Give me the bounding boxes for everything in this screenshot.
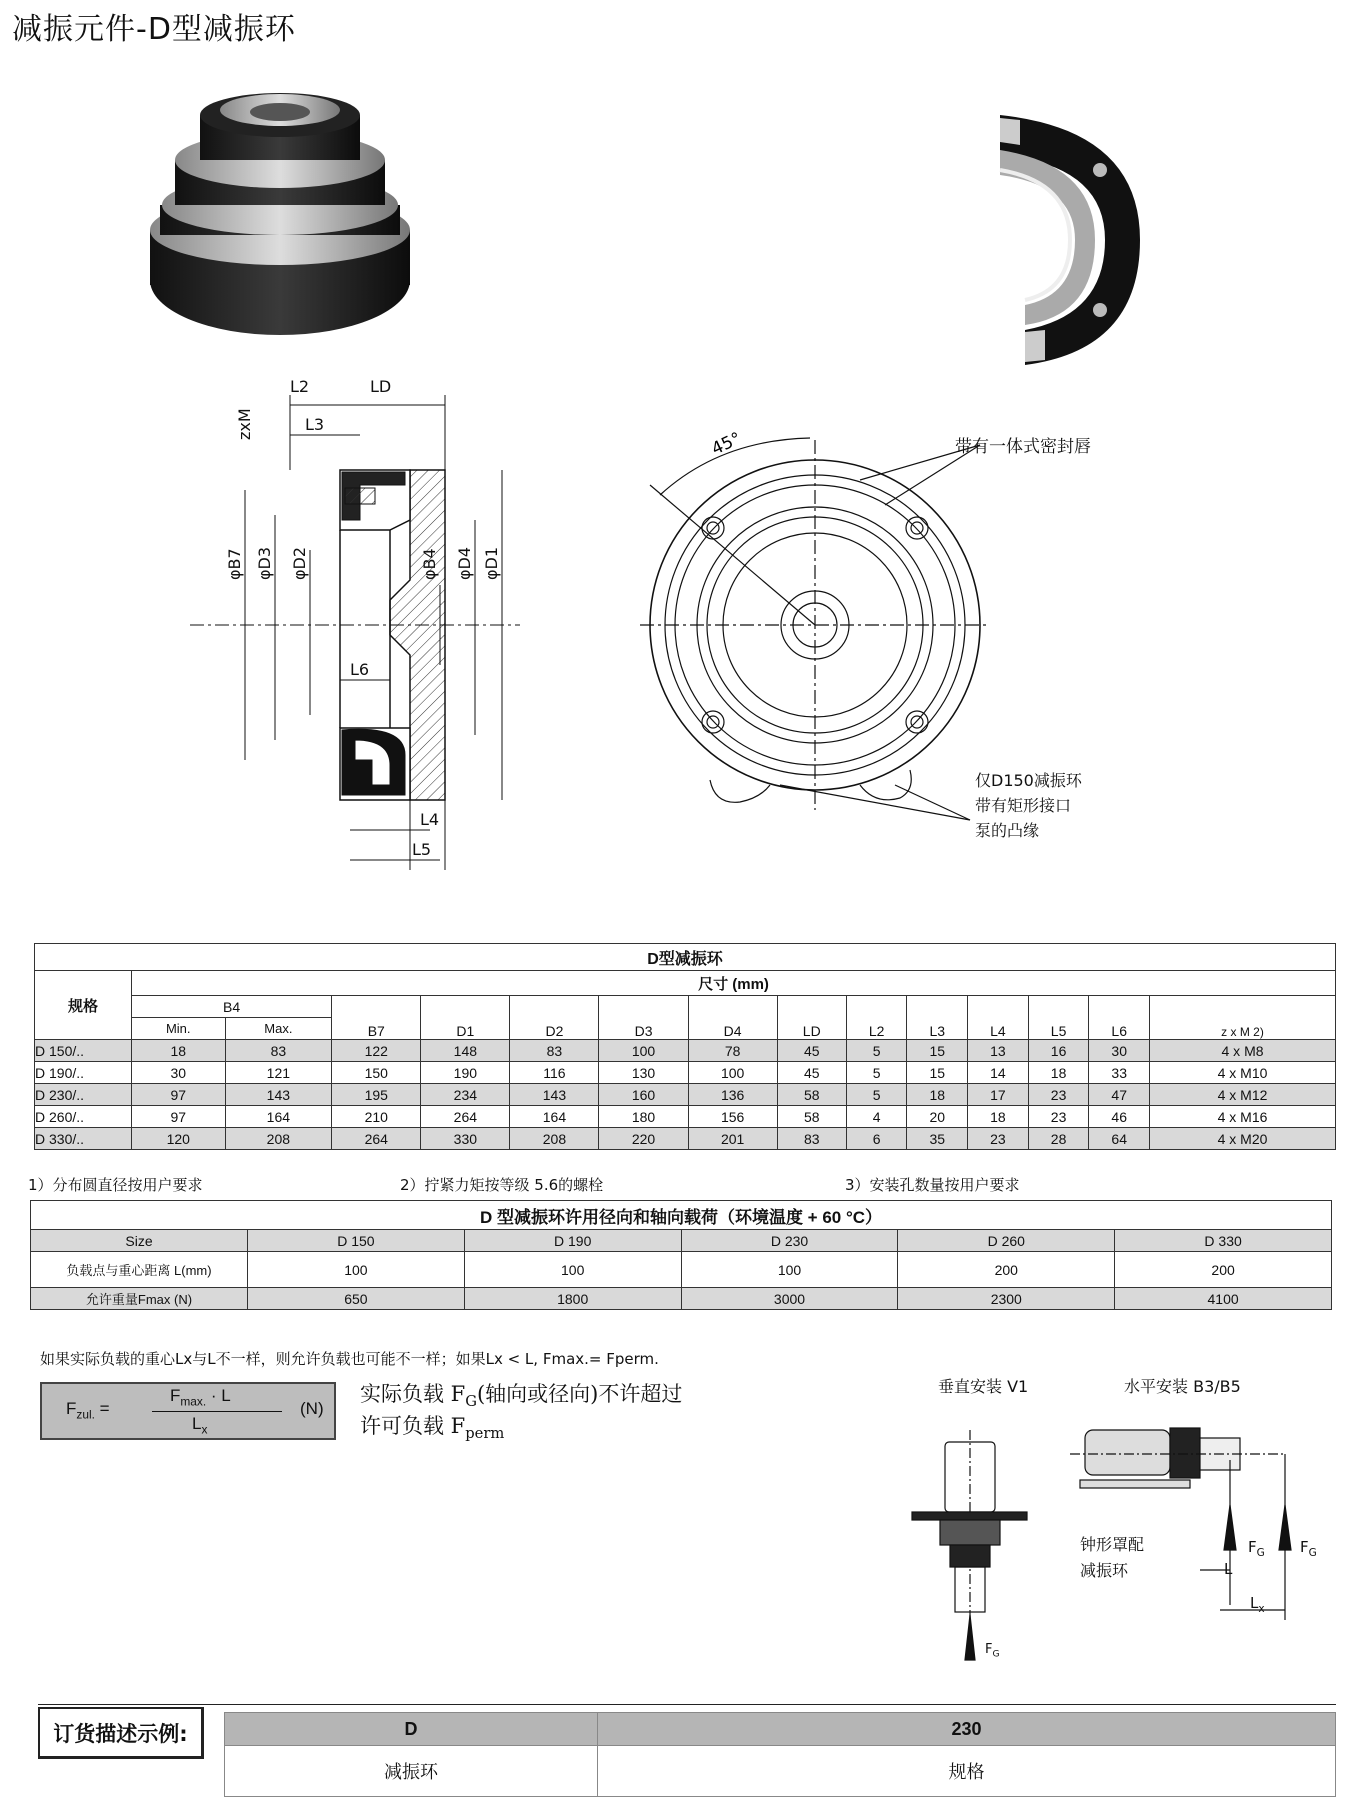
lx-label: $L_x$ [1250,1594,1265,1615]
spec-cell: 23 [1028,1084,1089,1106]
dim-l4: L4 [420,810,440,829]
product-photo-cutaway [995,110,1145,370]
dim-d1: φD1 [482,546,501,580]
col-b4-max: Max. [225,1018,332,1040]
load-row-f-cell: 1800 [464,1288,681,1310]
spec-cell: 4 x M20 [1150,1128,1336,1150]
col-l5: L5 [1028,996,1089,1040]
spec-cell: 160 [599,1084,688,1106]
callout-seal: 带有一体式密封唇 [955,437,1091,457]
col-l2: L2 [846,996,907,1040]
spec-cell: 58 [777,1106,846,1128]
dim-l6: L6 [350,660,370,679]
spec-size-cell: D 330/.. [35,1128,132,1150]
install-horizontal-label: 水平安装 B3/B5 [1124,1377,1241,1396]
spec-cell: 148 [421,1040,510,1062]
formula-condition: 如果实际负载的重心Lx与L不一样，则允许负载也可能不一样；如果Lx < L, Fmax.= Fperm. [40,1350,659,1368]
spec-size-cell: D 190/.. [35,1062,132,1084]
load-row-f-cell: 3000 [681,1288,898,1310]
spec-cell: 201 [688,1128,777,1150]
load-row-f-cell: 650 [248,1288,465,1310]
spec-cell: 100 [688,1062,777,1084]
spec-size-cell: D 260/.. [35,1106,132,1128]
product-photo-stacked [140,80,420,360]
spec-cell: 4 x M10 [1150,1062,1336,1084]
load-row-f-cell: 4100 [1115,1288,1332,1310]
spec-cell: 4 x M16 [1150,1106,1336,1128]
spec-cell: 195 [332,1084,421,1106]
spec-cell: 45 [777,1062,846,1084]
load-row-l-cell: 200 [1115,1252,1332,1288]
load-table [30,1200,1332,1310]
spec-cell: 18 [132,1040,226,1062]
spec-size-cell: D 150/.. [35,1040,132,1062]
spec-cell: 15 [907,1040,968,1062]
spec-cell: 208 [225,1128,332,1150]
spec-cell: 14 [968,1062,1029,1084]
spec-row [35,1040,1336,1062]
spec-cell: 78 [688,1040,777,1062]
spec-cell: 17 [968,1084,1029,1106]
spec-cell: 28 [1028,1128,1089,1150]
spec-cell: 210 [332,1106,421,1128]
load-row-l-cell: 100 [681,1252,898,1288]
load-header-d150: D 150 [248,1230,465,1252]
spec-cell: 4 [846,1106,907,1128]
spec-cell: 208 [510,1128,599,1150]
load-header-d190: D 190 [464,1230,681,1252]
formula-box: $F_{zul.}$ = $F_{max.} \cdot L$ $L_x$ (N) [40,1382,336,1440]
dim-zxm: zxM [235,408,254,440]
spec-cell: 120 [132,1128,226,1150]
spec-row [35,1106,1336,1128]
fg-label-horizontal-1: $F_G$ [1248,1538,1265,1559]
col-zxm: z x M 2) [1150,996,1336,1040]
spec-cell: 83 [777,1128,846,1150]
spec-row [35,1062,1336,1084]
dim-l3: L3 [305,415,325,434]
dim-d4: φD4 [455,546,474,580]
spec-cell: 30 [1089,1040,1150,1062]
spec-cell: 121 [225,1062,332,1084]
spec-cell: 164 [225,1106,332,1128]
spec-cell: 23 [1028,1106,1089,1128]
spec-cell: 47 [1089,1084,1150,1106]
spec-cell: 33 [1089,1062,1150,1084]
spec-cell: 330 [421,1128,510,1150]
load-header-d260: D 260 [898,1230,1115,1252]
spec-cell: 18 [968,1106,1029,1128]
angle-label: 45° [708,428,745,460]
load-header-d230: D 230 [681,1230,898,1252]
col-d4: D4 [688,996,777,1040]
load-row-l-cell: 200 [898,1252,1115,1288]
spec-cell: 122 [332,1040,421,1062]
load-row-l-label: 负载点与重心距离 L(mm) [31,1252,248,1288]
spec-cell: 234 [421,1084,510,1106]
dim-d3: φD3 [255,546,274,580]
spec-cell: 116 [510,1062,599,1084]
spec-size-cell: D 230/.. [35,1084,132,1106]
spec-row [35,1084,1336,1106]
spec-cell: 15 [907,1062,968,1084]
load-caption: D 型减振环许用径向和轴向载荷（环境温度 + 60 °C） [31,1201,1332,1230]
formula-text-1: 实际负载 $F_G$(轴向或径向)不许超过 [360,1382,683,1411]
dim-ld: LD [370,380,392,396]
order-divider [38,1704,1336,1705]
spec-cell: 97 [132,1106,226,1128]
spec-cell: 156 [688,1106,777,1128]
spec-cell: 97 [132,1084,226,1106]
col-d1: D1 [421,996,510,1040]
note-2: 2）拧紧力矩按等级 5.6的螺栓 [400,1176,604,1194]
spec-cell: 164 [510,1106,599,1128]
load-row-l-cell: 100 [464,1252,681,1288]
dim-l5: L5 [412,840,432,859]
spec-cell: 4 x M12 [1150,1084,1336,1106]
install-vertical-label: 垂直安装 V1 [938,1377,1029,1396]
spec-cell: 35 [907,1128,968,1150]
col-l3: L3 [907,996,968,1040]
spec-cell: 83 [510,1040,599,1062]
spec-cell: 4 x M8 [1150,1040,1336,1062]
spec-cell: 13 [968,1040,1029,1062]
spec-cell: 264 [332,1128,421,1150]
col-b7: B7 [332,996,421,1040]
order-code-size: 230 [598,1713,1336,1746]
spec-cell: 5 [846,1084,907,1106]
l-label: L [1224,1560,1233,1578]
bell-housing-label: 钟形罩配 减振环 [1080,1535,1145,1580]
spec-cell: 64 [1089,1128,1150,1150]
fraction-bar [152,1411,282,1412]
col-d3: D3 [599,996,688,1040]
formula-text-2: 许可负载 $F_{perm}$ [360,1414,505,1443]
spec-cell: 150 [332,1062,421,1084]
spec-row [35,1128,1336,1150]
spec-cell: 6 [846,1128,907,1150]
spec-cell: 18 [1028,1062,1089,1084]
spec-cell: 5 [846,1062,907,1084]
b4-header: B4 [132,996,332,1018]
note-3: 3）安装孔数量按用户要求 [845,1176,1020,1194]
dim-b4: φB4 [420,548,439,580]
spec-cell: 46 [1089,1106,1150,1128]
spec-cell: 143 [225,1084,332,1106]
spec-cell: 130 [599,1062,688,1084]
spec-subcaption: 尺寸 (mm) [132,971,1336,996]
spec-cell: 100 [599,1040,688,1062]
size-header: 规格 [35,971,132,1040]
fg-label-horizontal-2: $F_G$ [1300,1538,1317,1559]
spec-cell: 16 [1028,1040,1089,1062]
section-drawing [190,380,590,880]
col-ld: LD [777,996,846,1040]
col-l4: L4 [968,996,1029,1040]
spec-cell: 143 [510,1084,599,1106]
order-code-type: D [225,1713,598,1746]
spec-cell: 30 [132,1062,226,1084]
spec-cell: 20 [907,1106,968,1128]
spec-cell: 136 [688,1084,777,1106]
spec-cell: 23 [968,1128,1029,1150]
callout-flange: 仅D150减振环 带有矩形接口 泵的凸缘 [975,771,1082,840]
order-table [224,1712,1336,1797]
dim-d2: φD2 [290,546,309,580]
spec-cell: 264 [421,1106,510,1128]
spec-cell: 83 [225,1040,332,1062]
load-header-size: Size [31,1230,248,1252]
fg-label-vertical: $F_G$ [985,1642,1000,1660]
col-d2: D2 [510,996,599,1040]
col-l6: L6 [1089,996,1150,1040]
spec-cell: 190 [421,1062,510,1084]
page-title: 减振元件-D型减振环 [12,12,296,47]
load-row-f-cell: 2300 [898,1288,1115,1310]
spec-cell: 45 [777,1040,846,1062]
spec-cell: 180 [599,1106,688,1128]
spec-cell: 5 [846,1040,907,1062]
order-meaning-type: 减振环 [225,1746,598,1797]
spec-cell: 58 [777,1084,846,1106]
col-b4-min: Min. [132,1018,226,1040]
spec-table [34,943,1336,1150]
load-header-d330: D 330 [1115,1230,1332,1252]
order-meaning-size: 规格 [598,1746,1336,1797]
spec-cell: 220 [599,1128,688,1150]
spec-cell: 18 [907,1084,968,1106]
load-row-f-label: 允许重量Fmax (N) [31,1288,248,1310]
spec-caption: D型减振环 [35,944,1336,971]
note-1: 1）分布圆直径按用户要求 [28,1176,203,1194]
load-row-l-cell: 100 [248,1252,465,1288]
dim-b7: φB7 [225,548,244,580]
dim-l2: L2 [290,380,310,396]
order-label: 订货描述示例: [38,1707,204,1759]
